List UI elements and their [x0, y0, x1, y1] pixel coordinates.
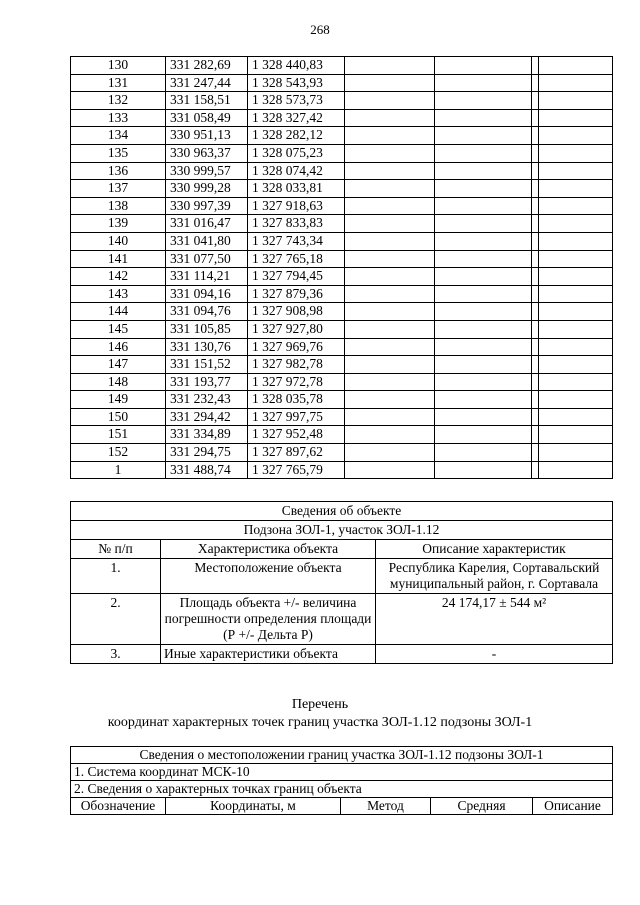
accuracy-cell — [435, 74, 532, 92]
coordinate-row — [71, 180, 613, 198]
point-number: 131 — [71, 74, 166, 92]
method-cell — [345, 215, 435, 233]
coordinate-y: 1 327 765,18 — [248, 250, 345, 268]
accuracy-cell — [435, 57, 532, 75]
coordinate-x: 330 963,37 — [166, 144, 248, 162]
method-cell — [345, 109, 435, 127]
row-characteristic: Иные характеристики объекта — [161, 645, 376, 664]
point-number: 143 — [71, 285, 166, 303]
method-cell — [345, 356, 435, 374]
coordinate-row — [71, 109, 613, 127]
accuracy-cell — [435, 109, 532, 127]
coordinate-y: 1 327 897,62 — [248, 444, 345, 462]
spacer-cell — [532, 426, 539, 444]
coordinate-row — [71, 391, 613, 409]
row-number: 1. — [71, 559, 161, 594]
point-number: 132 — [71, 92, 166, 110]
accuracy-cell — [435, 285, 532, 303]
header-description: Описание — [533, 798, 613, 815]
coordinate-row — [71, 74, 613, 92]
description-cell — [539, 180, 613, 198]
boundary-points-row — [71, 781, 613, 798]
point-number: 150 — [71, 408, 166, 426]
coordinate-y: 1 327 908,98 — [248, 303, 345, 321]
method-cell — [345, 391, 435, 409]
description-cell — [539, 391, 613, 409]
point-number: 1 — [71, 461, 166, 479]
coordinate-y: 1 327 765,79 — [248, 461, 345, 479]
row-description: Республика Карелия, Сортавальский муниципальный район, г. Сортавала — [376, 559, 613, 594]
description-cell — [539, 215, 613, 233]
point-number: 140 — [71, 232, 166, 250]
method-cell — [345, 444, 435, 462]
object-info-table — [70, 501, 613, 664]
object-info-row — [71, 559, 613, 594]
accuracy-cell — [435, 127, 532, 145]
point-number: 147 — [71, 356, 166, 374]
coordinate-y: 1 327 969,76 — [248, 338, 345, 356]
coordinate-row — [71, 162, 613, 180]
coordinate-row — [71, 92, 613, 110]
coordinate-y: 1 328 035,78 — [248, 391, 345, 409]
coordinate-y: 1 327 927,80 — [248, 320, 345, 338]
point-number: 146 — [71, 338, 166, 356]
description-cell — [539, 144, 613, 162]
coordinate-y: 1 327 952,48 — [248, 426, 345, 444]
spacer-cell — [532, 144, 539, 162]
header-mean: Средняя — [431, 798, 533, 815]
point-number: 134 — [71, 127, 166, 145]
coordinate-y: 1 327 879,36 — [248, 285, 345, 303]
coordinate-y: 1 327 833,83 — [248, 215, 345, 233]
spacer-cell — [532, 57, 539, 75]
object-info-subtitle: Подзона ЗОЛ-1, участок ЗОЛ-1.12 — [71, 521, 613, 540]
coordinates-table — [70, 56, 613, 479]
object-info-title-row — [71, 502, 613, 521]
coordinate-y: 1 328 543,93 — [248, 74, 345, 92]
description-cell — [539, 461, 613, 479]
accuracy-cell — [435, 408, 532, 426]
accuracy-cell — [435, 162, 532, 180]
accuracy-cell — [435, 391, 532, 409]
method-cell — [345, 303, 435, 321]
method-cell — [345, 320, 435, 338]
coordinate-y: 1 328 440,83 — [248, 57, 345, 75]
coordinate-row — [71, 320, 613, 338]
method-cell — [345, 373, 435, 391]
spacer-cell — [532, 215, 539, 233]
method-cell — [345, 232, 435, 250]
description-cell — [539, 127, 613, 145]
point-number: 151 — [71, 426, 166, 444]
method-cell — [345, 197, 435, 215]
coordinate-y: 1 327 794,45 — [248, 268, 345, 286]
header-number: № п/п — [71, 540, 161, 559]
description-cell — [539, 268, 613, 286]
spacer-cell — [532, 338, 539, 356]
coordinate-y: 1 328 075,23 — [248, 144, 345, 162]
coordinate-row — [71, 285, 613, 303]
header-method: Метод — [341, 798, 431, 815]
spacer-cell — [532, 444, 539, 462]
method-cell — [345, 461, 435, 479]
coordinate-y: 1 327 997,75 — [248, 408, 345, 426]
accuracy-cell — [435, 338, 532, 356]
coordinate-row — [71, 356, 613, 374]
row-description: 24 174,17 ± 544 м² — [376, 594, 613, 645]
point-number: 139 — [71, 215, 166, 233]
spacer-cell — [532, 285, 539, 303]
point-number: 137 — [71, 180, 166, 198]
point-number: 130 — [71, 57, 166, 75]
accuracy-cell — [435, 444, 532, 462]
coordinate-row — [71, 461, 613, 479]
spacer-cell — [532, 74, 539, 92]
spacer-cell — [532, 232, 539, 250]
coordinate-x: 330 951,13 — [166, 127, 248, 145]
header-characteristic: Характеристика объекта — [161, 540, 376, 559]
spacer-cell — [532, 197, 539, 215]
coordinate-x: 330 997,39 — [166, 197, 248, 215]
coordinate-row — [71, 127, 613, 145]
coordinate-x: 331 016,47 — [166, 215, 248, 233]
coordinate-x: 331 232,43 — [166, 391, 248, 409]
coordinate-row — [71, 197, 613, 215]
coordinate-y: 1 328 327,42 — [248, 109, 345, 127]
header-designation: Обозначение — [71, 798, 166, 815]
coordinate-x: 330 999,57 — [166, 162, 248, 180]
spacer-cell — [532, 162, 539, 180]
spacer-cell — [532, 127, 539, 145]
method-cell — [345, 408, 435, 426]
method-cell — [345, 144, 435, 162]
description-cell — [539, 285, 613, 303]
accuracy-cell — [435, 144, 532, 162]
method-cell — [345, 127, 435, 145]
accuracy-cell — [435, 92, 532, 110]
point-number: 149 — [71, 391, 166, 409]
spacer-cell — [532, 373, 539, 391]
method-cell — [345, 162, 435, 180]
spacer-cell — [532, 303, 539, 321]
spacer-cell — [532, 391, 539, 409]
point-number: 144 — [71, 303, 166, 321]
accuracy-cell — [435, 373, 532, 391]
row-number: 2. — [71, 594, 161, 645]
spacer-cell — [532, 109, 539, 127]
spacer-cell — [532, 268, 539, 286]
coordinate-y: 1 328 033,81 — [248, 180, 345, 198]
coordinate-x: 331 058,49 — [166, 109, 248, 127]
object-info-header-row — [71, 540, 613, 559]
method-cell — [345, 285, 435, 303]
row-characteristic: Местоположение объекта — [161, 559, 376, 594]
description-cell — [539, 109, 613, 127]
coordinate-x: 331 294,75 — [166, 444, 248, 462]
method-cell — [345, 426, 435, 444]
method-cell — [345, 250, 435, 268]
accuracy-cell — [435, 180, 532, 198]
object-info-title: Сведения об объекте — [71, 502, 613, 521]
coordinate-x: 331 282,69 — [166, 57, 248, 75]
description-cell — [539, 426, 613, 444]
object-info-row — [71, 594, 613, 645]
description-cell — [539, 356, 613, 374]
object-info-subtitle-row — [71, 521, 613, 540]
coordinate-x: 331 334,89 — [166, 426, 248, 444]
boundary-header-row — [71, 798, 613, 815]
spacer-cell — [532, 92, 539, 110]
coordinate-y: 1 328 573,73 — [248, 92, 345, 110]
method-cell — [345, 92, 435, 110]
description-cell — [539, 303, 613, 321]
header-description: Описание характеристик — [376, 540, 613, 559]
point-number: 142 — [71, 268, 166, 286]
coordinate-x: 331 105,85 — [166, 320, 248, 338]
header-coordinates: Координаты, м — [166, 798, 341, 815]
list-heading-subtitle: координат характерных точек границ участка ЗОЛ-1.12 подзоны ЗОЛ-1 — [107, 715, 533, 730]
method-cell — [345, 74, 435, 92]
accuracy-cell — [435, 320, 532, 338]
description-cell — [539, 338, 613, 356]
boundary-info-table — [70, 746, 613, 815]
coordinate-row — [71, 268, 613, 286]
coordinate-y: 1 328 282,12 — [248, 127, 345, 145]
method-cell — [345, 268, 435, 286]
accuracy-cell — [435, 268, 532, 286]
coordinate-row — [71, 303, 613, 321]
point-number: 136 — [71, 162, 166, 180]
coordinate-row — [71, 408, 613, 426]
row-description: - — [376, 645, 613, 664]
coordinate-x: 331 114,21 — [166, 268, 248, 286]
point-number: 138 — [71, 197, 166, 215]
coordinate-x: 331 094,76 — [166, 303, 248, 321]
spacer-cell — [532, 250, 539, 268]
accuracy-cell — [435, 426, 532, 444]
page-number: 268 — [310, 22, 330, 37]
point-number: 133 — [71, 109, 166, 127]
spacer-cell — [532, 320, 539, 338]
object-info-row — [71, 645, 613, 664]
coordinate-x: 331 193,77 — [166, 373, 248, 391]
accuracy-cell — [435, 303, 532, 321]
coordinate-x: 331 130,76 — [166, 338, 248, 356]
method-cell — [345, 338, 435, 356]
spacer-cell — [532, 408, 539, 426]
coordinate-x: 331 077,50 — [166, 250, 248, 268]
accuracy-cell — [435, 250, 532, 268]
coordinate-x: 330 999,28 — [166, 180, 248, 198]
description-cell — [539, 320, 613, 338]
accuracy-cell — [435, 356, 532, 374]
coordinate-y: 1 328 074,42 — [248, 162, 345, 180]
coordinate-row — [71, 373, 613, 391]
coordinate-x: 331 094,16 — [166, 285, 248, 303]
coordinate-system: 1. Система координат МСК-10 — [71, 764, 613, 781]
method-cell — [345, 57, 435, 75]
point-number: 145 — [71, 320, 166, 338]
points-info: 2. Сведения о характерных точках границ объекта — [71, 781, 613, 798]
coordinate-row — [71, 250, 613, 268]
coordinate-row — [71, 144, 613, 162]
point-number: 135 — [71, 144, 166, 162]
list-heading-title: Перечень — [291, 697, 349, 712]
coordinate-y: 1 327 918,63 — [248, 197, 345, 215]
accuracy-cell — [435, 461, 532, 479]
accuracy-cell — [435, 197, 532, 215]
coordinate-row — [71, 232, 613, 250]
row-characteristic: Площадь объекта +/- величина погрешности определения площади (Р +/- Дельта Р) — [161, 594, 376, 645]
coordinate-y: 1 327 972,78 — [248, 373, 345, 391]
coordinate-x: 331 247,44 — [166, 74, 248, 92]
description-cell — [539, 74, 613, 92]
coordinate-row — [71, 444, 613, 462]
coordinate-x: 331 158,51 — [166, 92, 248, 110]
coordinate-row — [71, 215, 613, 233]
description-cell — [539, 197, 613, 215]
description-cell — [539, 57, 613, 75]
boundary-title: Сведения о местоположении границ участка ЗОЛ-1.12 подзоны ЗОЛ-1 — [71, 747, 613, 764]
point-number: 141 — [71, 250, 166, 268]
boundary-system-row — [71, 764, 613, 781]
coordinate-row — [71, 426, 613, 444]
description-cell — [539, 92, 613, 110]
description-cell — [539, 232, 613, 250]
description-cell — [539, 444, 613, 462]
coordinate-y: 1 327 743,34 — [248, 232, 345, 250]
spacer-cell — [532, 180, 539, 198]
row-number: 3. — [71, 645, 161, 664]
coordinate-x: 331 488,74 — [166, 461, 248, 479]
coordinate-x: 331 151,52 — [166, 356, 248, 374]
spacer-cell — [532, 461, 539, 479]
coordinate-y: 1 327 982,78 — [248, 356, 345, 374]
description-cell — [539, 408, 613, 426]
accuracy-cell — [435, 215, 532, 233]
description-cell — [539, 162, 613, 180]
coordinate-row — [71, 338, 613, 356]
point-number: 152 — [71, 444, 166, 462]
accuracy-cell — [435, 232, 532, 250]
coordinate-row — [71, 57, 613, 75]
boundary-title-row — [71, 747, 613, 764]
description-cell — [539, 250, 613, 268]
spacer-cell — [532, 356, 539, 374]
coordinate-x: 331 041,80 — [166, 232, 248, 250]
description-cell — [539, 373, 613, 391]
method-cell — [345, 180, 435, 198]
coordinate-x: 331 294,42 — [166, 408, 248, 426]
point-number: 148 — [71, 373, 166, 391]
